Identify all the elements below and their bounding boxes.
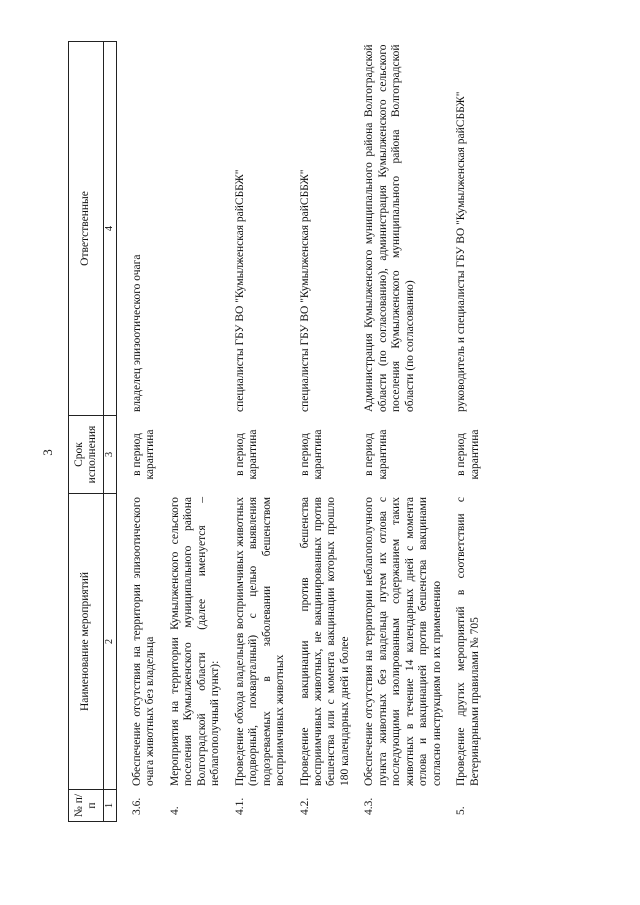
table-row — [450, 42, 488, 822]
table-header-row — [69, 42, 104, 822]
activity-name: Проведение других мероприятий в соответствии с Ветеринарными правилами № 705 — [455, 497, 481, 786]
row-number: 4.3. — [363, 797, 376, 815]
row-number: 3.6. — [131, 797, 143, 815]
activity-responsible: руководитель и специалисты ГБУ ВО "Кумылженская райСББЖ" — [455, 91, 468, 412]
column-number: 4 — [104, 42, 117, 416]
activity-term: в период карантина — [363, 429, 389, 480]
header-responsible: Ответственные — [69, 42, 104, 416]
activity-term: в период карантина — [455, 429, 481, 480]
activity-responsible: специалисты ГБУ ВО "Кумылженская райСББЖ" — [298, 169, 311, 412]
column-number: 1 — [104, 790, 117, 822]
activity-responsible: владелец эпизоотического очага — [131, 254, 143, 412]
table-row — [117, 42, 164, 822]
activity-name: Обеспечение отсутствия на территории эпизоотического очага животных без владельца — [131, 497, 157, 786]
activity-term: в период карантина — [298, 429, 324, 480]
activity-responsible — [164, 42, 229, 416]
table-row — [294, 42, 359, 822]
header-no: № п/п — [69, 790, 104, 822]
table-row — [164, 42, 229, 822]
row-number: 5. — [455, 806, 468, 815]
activity-term — [164, 416, 229, 494]
activity-responsible: специалисты ГБУ ВО "Кумылженская райСББЖ" — [233, 169, 246, 412]
activity-name: Мероприятия на территории Кумылженского сельского поселения Кумылженского муниципального района Волгоградской области (далее именуется – неблагополучный пункт): — [168, 497, 222, 786]
row-number: 4.1. — [233, 797, 246, 815]
activities-table — [68, 41, 488, 822]
page-number: 3 — [40, 449, 55, 456]
row-number: 4.2. — [298, 797, 311, 815]
table-row — [358, 42, 450, 822]
column-number-row — [104, 42, 117, 822]
column-number: 2 — [104, 494, 117, 790]
activity-name: Обеспечение отсутствия на территории неблагополучного пункта животных без владельца путем их отлова с последующими изолированным содержанием таких животных в течение 14 календарных дней с момента отлова и вакцинацией против бешенства вакцинами согласно инструкциям по их применению — [363, 497, 443, 786]
header-term: Срок исполнения — [69, 416, 104, 494]
activity-term: в период карантина — [233, 429, 260, 480]
activity-name: Проведение обхода владельцев восприимчивых животных (подворный, покварталный) с целью выявления подозреваемых в заболевании бешенством восприимчивых животных — [233, 497, 287, 786]
table-row — [229, 42, 294, 822]
activity-responsible: Администрация Кумылженского муниципального района Волгоградской области (по согласованию), администрация Кумылженского сельского поселения Кумылженского муниципального района Волгоградской области (по согласованию) — [363, 44, 416, 412]
header-name: Наименование мероприятий — [69, 494, 104, 790]
column-number: 3 — [104, 416, 117, 494]
activity-name: Проведение вакцинации против бешенства восприимчивых животных, не вакцинированных против бешенства или с момента вакцинации которых прошло 180 календарных дней и более — [298, 497, 351, 786]
activity-term: в период карантина — [131, 429, 157, 480]
row-number: 4. — [168, 806, 181, 815]
